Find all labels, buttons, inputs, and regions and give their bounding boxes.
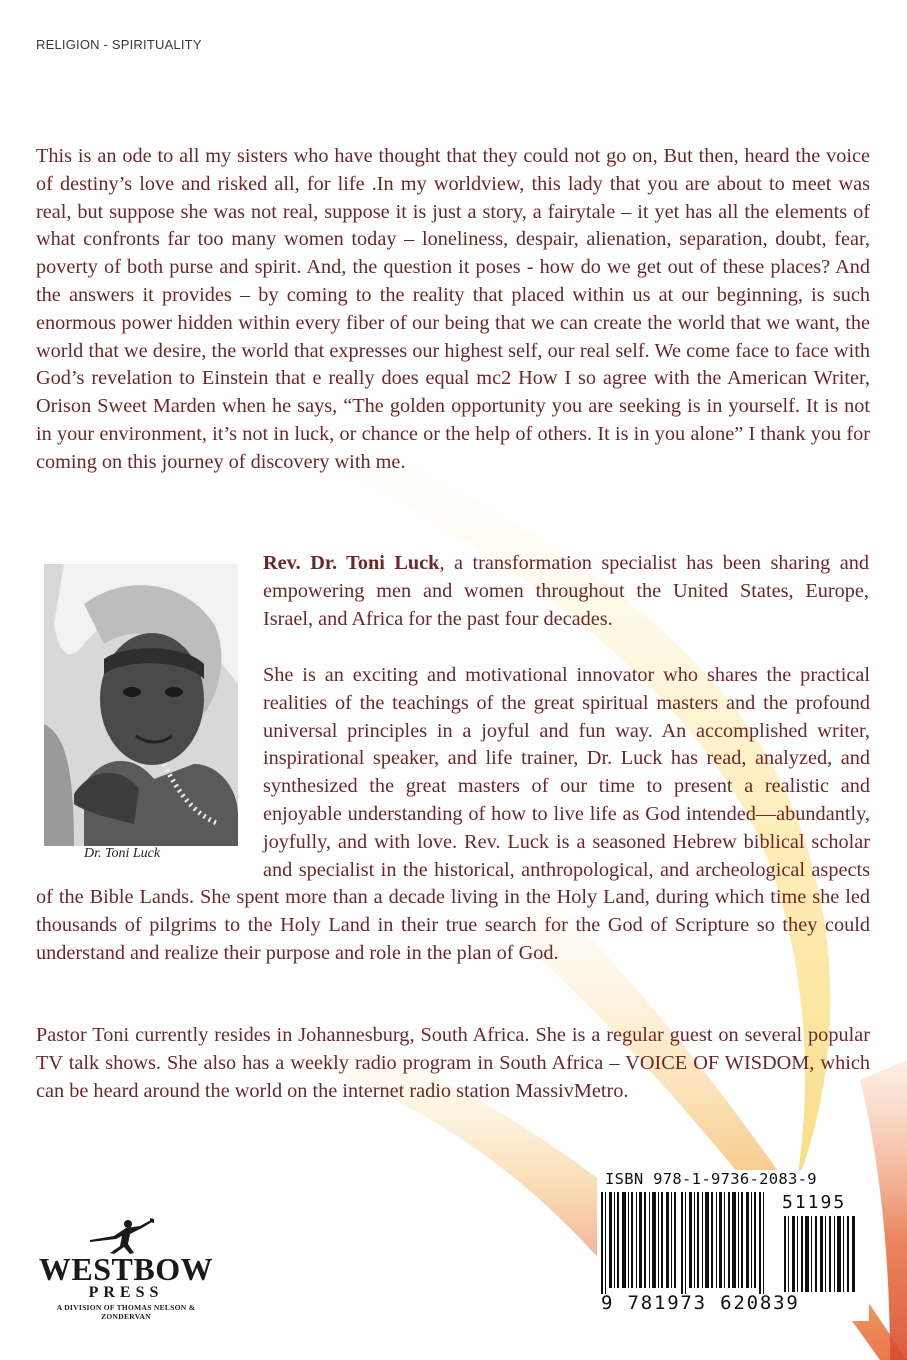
isbn-text: ISBN 978-1-9736-2083-9 — [605, 1170, 817, 1188]
author-bio-intro-text: , a transformation specialist has been sharing and empowering men and women throughout the United States, Europe, Israel, and Africa for the past four decades. — [263, 552, 869, 630]
price-code: 51195 — [782, 1192, 847, 1213]
author-bio-residence: Pastor Toni currently resides in Johannesburg, South Africa. She is a regular guest on several popular TV talk shows. She also has a weekly radio program in South Africa – VOICE OF WISDOM, which can be heard around the world on the internet radio station MassivMetro. — [36, 1024, 870, 1102]
westbow-figure-icon — [70, 1218, 180, 1254]
publisher-division: A DIVISION OF THOMAS NELSON & ZONDERVAN — [56, 1303, 196, 1321]
publisher-logo — [36, 1218, 216, 1328]
barcode-digits: 9 781973 620839 — [601, 1292, 800, 1314]
publisher-press: PRESS — [88, 1284, 164, 1301]
photo-caption: Dr. Toni Luck — [84, 846, 161, 861]
main-barcode-bars — [597, 1192, 777, 1294]
author-bio-detail — [36, 662, 870, 968]
publisher-name: WESTBOW — [38, 1251, 214, 1287]
addon-barcode-bars — [782, 1216, 862, 1292]
category-label: RELIGION - SPIRITUALITY — [36, 37, 202, 52]
isbn-barcode — [597, 1170, 869, 1321]
author-bio-detail-text: She is an exciting and motivational innovator who shares the practical realities of the teachings of the great spiritual masters and the profound universal principles in a joyful and fun way. An accomplished writer, inspirational speaker, and life trainer, Dr. Luck has read, analyzed, and synthesized the great masters of our time to present a realistic and enjoyable understanding of how to live life as God intended—abundantly, joyfully, and with love. Rev. Luck is a seasoned Hebrew biblical scholar and specialist in the historical, anthropological, and archeological aspects of the Bible Lands. She spent more than a decade living in the Holy Land, during which time she led thousands of pilgrims to the Holy Land in their true search for the God of Scripture so they could understand and realize their purpose and role in the plan of God. — [36, 664, 870, 964]
author-bio-intro — [263, 550, 869, 633]
author-name: Rev. Dr. Toni Luck — [263, 552, 440, 574]
back-cover-blurb: This is an ode to all my sisters who have thought that they could not go on, But then, heard the voice of destiny’s love and risked all, for life .In my worldview, this lady that you are about to meet was real, but suppose she was not real, suppose it is just a story, a fairytale – it yet has all the elements of what confronts far too many women today – loneliness, despair, alienation, separation, doubt, fear, poverty of both purse and spirit. And, the question it poses - how do we get out of these places? And the answers it provides – by coming to the reality that placed within us at our beginning, is such enormous power hidden within every fiber of our being that we can create the world that we want, the world that we desire, the world that expresses our highest self, our real self. We come face to face with God’s revelation to Einstein that e really does equal mc2 How I so agree with the American Writer, Orison Sweet Marden when he says, “The golden opportunity you are seeking is in yourself. It is not in your environment, it’s not in luck, or chance or the help of others. It is in you alone” I thank you for coming on this journey of discovery with me. — [36, 145, 870, 473]
price-label: U.S. $11.95 — [610, 1152, 678, 1167]
